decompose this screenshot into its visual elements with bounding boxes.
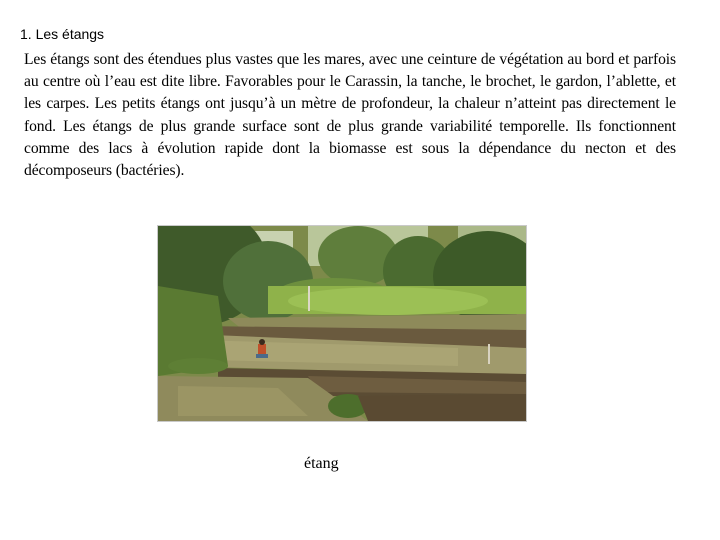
pond-photo	[157, 225, 527, 422]
body-paragraph: Les étangs sont des étendues plus vastes que les mares, avec une ceinture de végétation au bord et parfois au centre où l’eau est dite libre. Favorables pour le Carassin, la tanche, le brochet, le gardon, l’ablette, et les carpes. Les petits étangs ont jusqu’à un mètre de profondeur, la chaleur n’atteint pas directement le fond. Les étangs de plus grande surface sont de plus grande variabilité temporelle. Ils fonctionnent comme des lacs à évolution rapide dont la biomasse est sous la dépendance du necton et des décomposeurs (bactéries).	[24, 51, 676, 180]
figure-caption: étang	[304, 455, 339, 472]
section-title: 1. Les étangs	[20, 26, 105, 42]
